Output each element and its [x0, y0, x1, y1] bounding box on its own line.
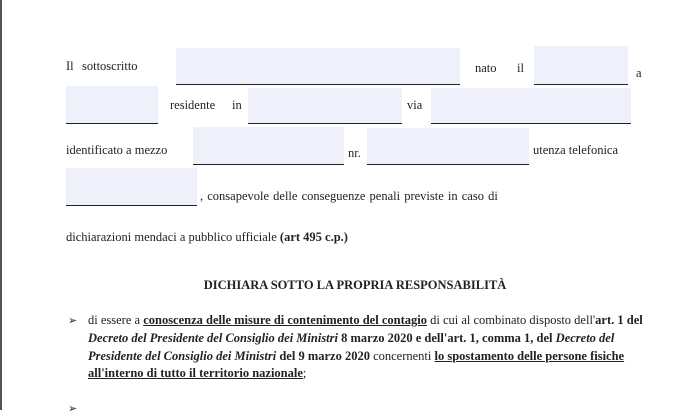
- label-via: via: [407, 98, 423, 112]
- document-field[interactable]: [193, 127, 344, 165]
- street-field[interactable]: [431, 88, 631, 124]
- bullet-item-1: di essere a conoscenza delle misure di contenimento del contagio di cui al combinato disposto dell'art. 1 del Decreto del Presidente del Consiglio dei Ministri 8 marzo 2020 e dell'art. 1, comma 1, del Decreto del Presidente del Consiglio dei Ministri del 9 marzo 2020 concernenti lo spostamento delle persone fisiche all'interno di tutto il territorio nazionale;: [88, 313, 643, 381]
- label-nr: nr.: [348, 146, 361, 160]
- birth-place-field[interactable]: [66, 86, 158, 124]
- label-consapevole: , consapevole delle conseguenze penali previste in caso di: [200, 189, 498, 203]
- document-number-field[interactable]: [367, 128, 529, 165]
- label-sottoscritto: sottoscritto: [82, 59, 138, 73]
- label-residente: residente: [170, 98, 216, 112]
- label-identificato: identificato a mezzo: [66, 143, 168, 157]
- name-field[interactable]: [176, 48, 460, 85]
- bullet-arrow-icon: ➢: [68, 315, 78, 327]
- residence-field[interactable]: [248, 88, 402, 124]
- phone-field[interactable]: [66, 168, 197, 206]
- section-heading: DICHIARA SOTTO LA PROPRIA RESPONSABILITÀ: [203, 278, 507, 292]
- birth-date-field[interactable]: [534, 46, 628, 85]
- bullet-arrow-icon: ➢: [68, 403, 78, 415]
- label-il-2: il: [517, 61, 524, 75]
- declaration-text: dichiarazioni mendaci a pubblico ufficiale (art 495 c.p.): [66, 230, 348, 244]
- label-in: in: [232, 98, 242, 112]
- label-il: Il: [66, 59, 74, 73]
- label-a: a: [636, 66, 642, 80]
- page-edge: [0, 0, 2, 410]
- label-nato: nato: [475, 61, 497, 75]
- label-utenza: utenza telefonica: [533, 143, 619, 157]
